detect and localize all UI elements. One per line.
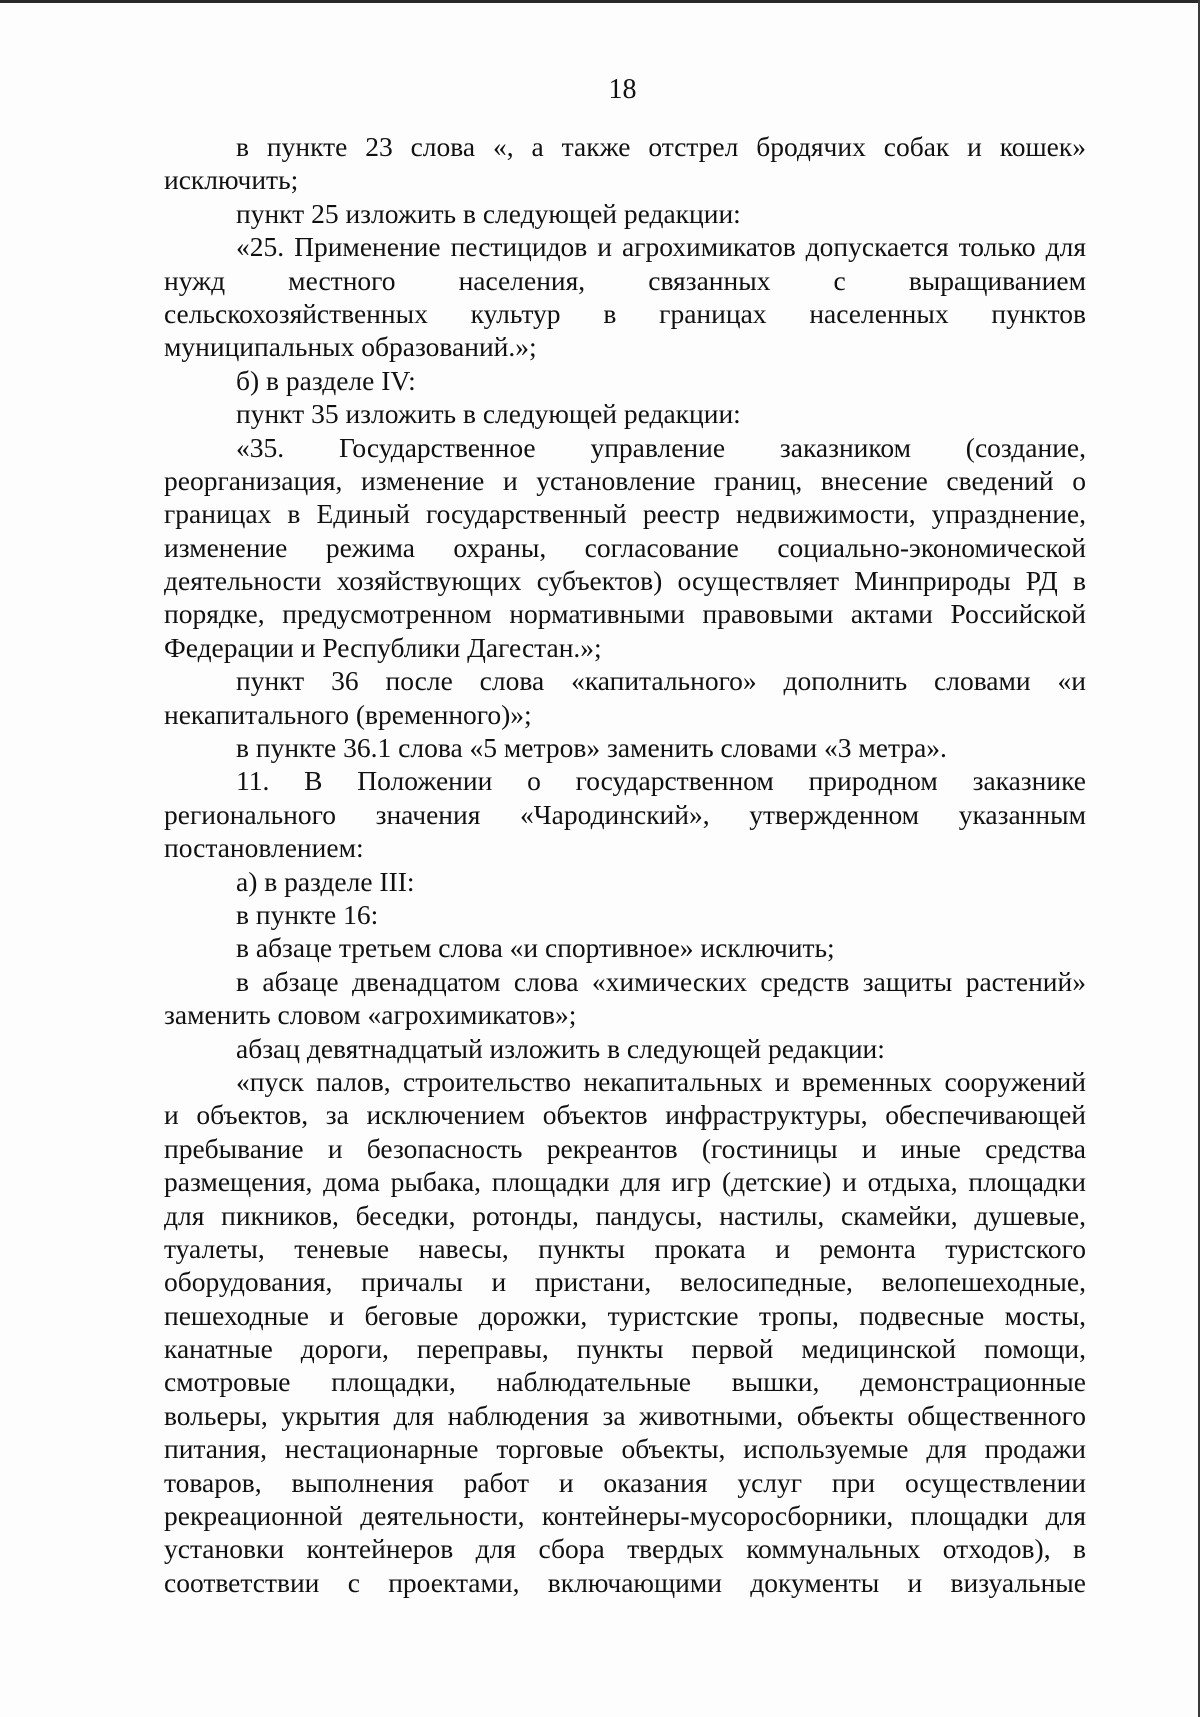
text-line: и объектов, за исключением объектов инфраструктуры, обеспечивающей — [164, 1099, 1086, 1131]
text-line: пункт 36 после слова «капитального» дополнить словами «и — [236, 665, 1086, 697]
text-line: канатные дороги, переправы, пункты первой медицинской помощи, — [164, 1333, 1086, 1365]
text-line: пункт 35 изложить в следующей редакции: — [236, 398, 741, 430]
text-line: размещения, дома рыбака, площадки для игр (детские) и отдыха, площадки — [164, 1166, 1086, 1198]
text-line: регионального значения «Чародинский», утвержденном указанным — [164, 798, 1086, 830]
document-body — [164, 130, 1086, 1599]
text-line: муниципальных образований.»; — [164, 331, 537, 363]
text-line: заменить словом «агрохимикатов»; — [164, 999, 577, 1031]
text-line: изменение режима охраны, согласование социально-экономической — [164, 531, 1086, 563]
text-line: границах в Единый государственный реестр недвижимости, упразднение, — [164, 498, 1086, 530]
text-line: реорганизация, изменение и установление границ, внесение сведений о — [164, 464, 1086, 496]
text-line: вольеры, укрытия для наблюдения за животными, объекты общественного — [164, 1399, 1086, 1431]
text-line: в абзаце двенадцатом слова «химических средств защиты растений» — [236, 965, 1086, 997]
text-line: 11. В Положении о государственном природном заказнике — [236, 765, 1086, 797]
text-line: товаров, выполнения работ и оказания услуг при осуществлении — [164, 1466, 1086, 1498]
text-line: в пункте 36.1 слова «5 метров» заменить словами «3 метра». — [236, 732, 947, 764]
text-line: пункт 25 изложить в следующей редакции: — [236, 197, 741, 229]
text-line: некапитального (временного)»; — [164, 698, 532, 730]
text-line: порядке, предусмотренном нормативными правовыми актами Российской — [164, 598, 1086, 630]
text-line: «35. Государственное управление заказником (создание, — [236, 431, 1086, 463]
page-number: 18 — [608, 74, 637, 105]
scan-top-edge — [0, 0, 1200, 3]
text-line: туалеты, теневые навесы, пункты проката и ремонта туристского — [164, 1232, 1086, 1264]
text-line: установки контейнеров для сбора твердых коммунальных отходов), в — [164, 1533, 1086, 1565]
text-line: исключить; — [164, 164, 299, 196]
text-line: смотровые площадки, наблюдательные вышки, демонстрационные — [164, 1366, 1086, 1398]
text-line: б) в разделе IV: — [236, 364, 416, 396]
text-line: для пикников, беседки, ротонды, пандусы, настилы, скамейки, душевые, — [164, 1199, 1086, 1231]
text-line: пешеходные и беговые дорожки, туристские тропы, подвесные мосты, — [164, 1299, 1086, 1331]
text-line: «25. Применение пестицидов и агрохимикатов допускается только для — [236, 231, 1086, 263]
text-line: в пункте 16: — [236, 898, 379, 930]
text-line: абзац девятнадцатый изложить в следующей редакции: — [236, 1032, 885, 1064]
text-line: пребывание и безопасность рекреантов (гостиницы и иные средства — [164, 1132, 1086, 1164]
text-line: а) в разделе III: — [236, 865, 415, 897]
text-line: деятельности хозяйствующих субъектов) осуществляет Минприроды РД в — [164, 565, 1086, 597]
text-line: питания, нестационарные торговые объекты, используемые для продажи — [164, 1433, 1086, 1465]
text-line: оборудования, причалы и пристани, велосипедные, велопешеходные, — [164, 1266, 1086, 1298]
text-line: соответствии с проектами, включающими документы и визуальные — [164, 1566, 1086, 1598]
text-line: в пункте 23 слова «, а также отстрел бродячих собак и кошек» — [236, 131, 1086, 162]
text-line: рекреационной деятельности, контейнеры-мусоросборники, площадки для — [164, 1500, 1086, 1532]
text-line: сельскохозяйственных культур в границах населенных пунктов — [164, 297, 1086, 329]
text-line: Федерации и Республики Дагестан.»; — [164, 631, 602, 663]
text-line: в абзаце третьем слова «и спортивное» исключить; — [236, 932, 835, 964]
text-line: нужд местного населения, связанных с выращиванием — [164, 264, 1086, 296]
text-line: «пуск палов, строительство некапитальных и временных сооружений — [236, 1065, 1086, 1097]
text-line: постановлением: — [164, 832, 364, 864]
